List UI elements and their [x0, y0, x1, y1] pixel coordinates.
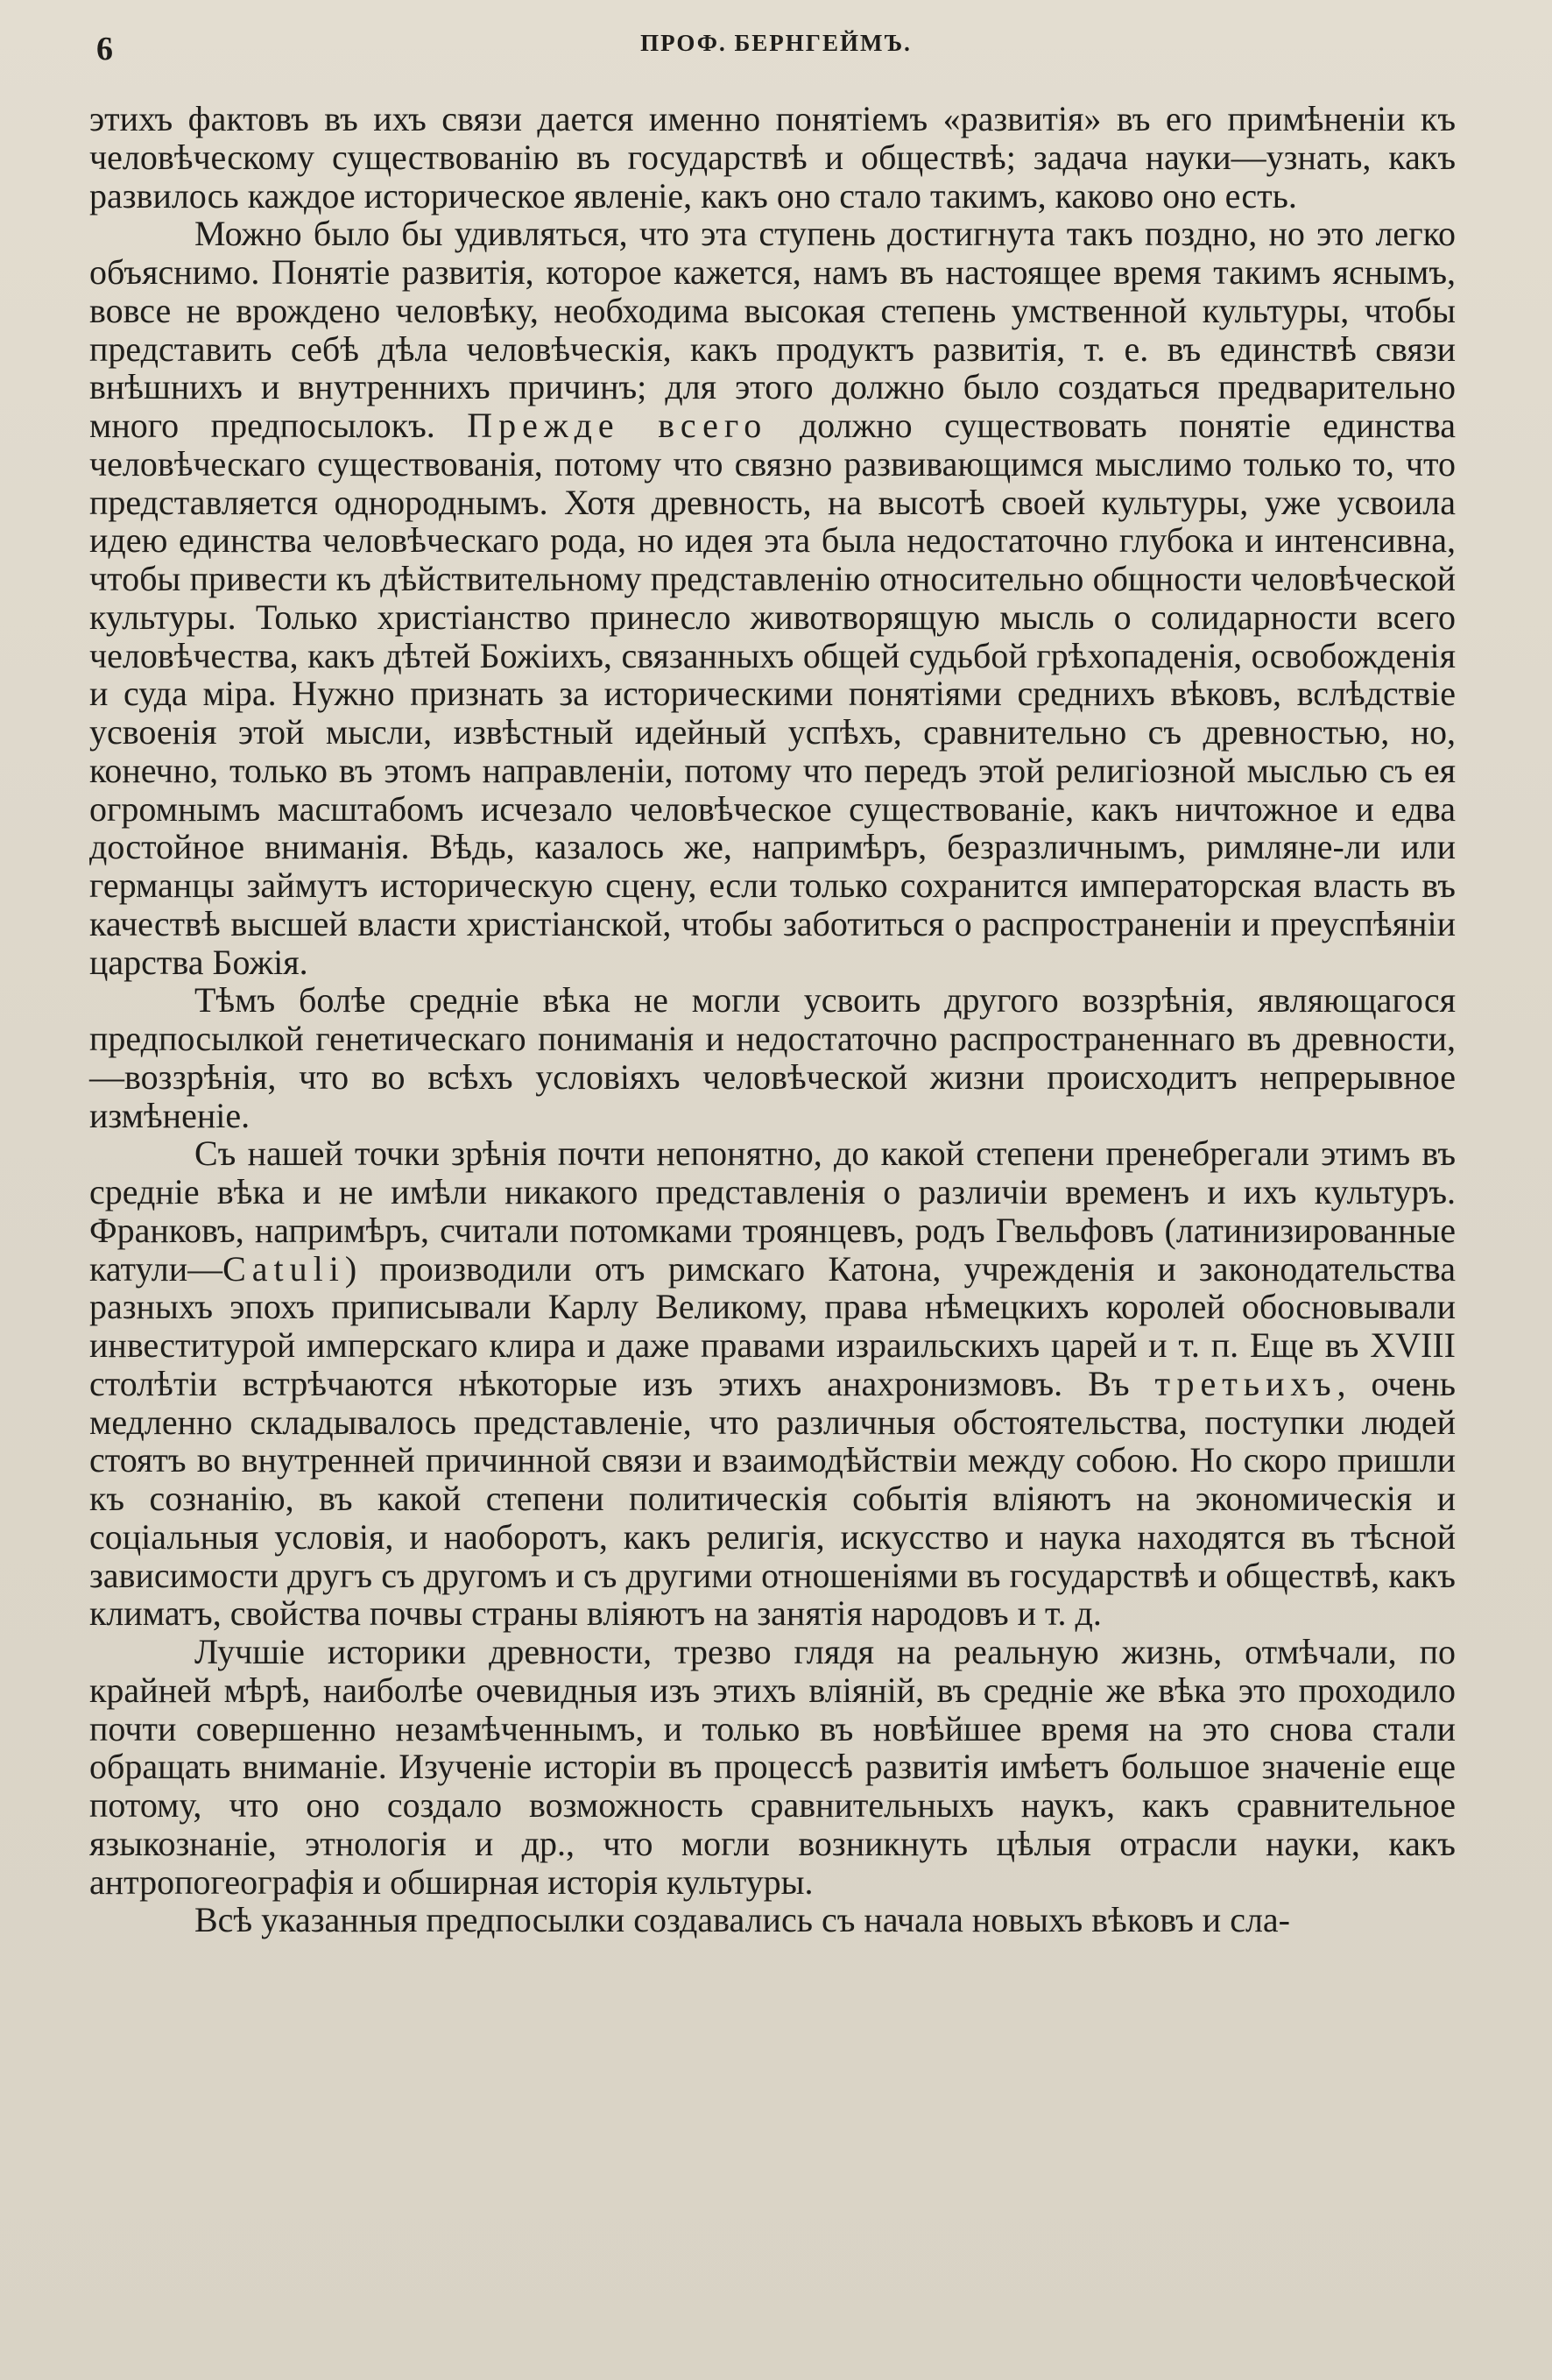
running-head: ПРОФ. БЕРНГЕЙМЪ.: [640, 30, 912, 56]
spaced-emphasis-tretyikh: третьихъ: [1154, 1363, 1337, 1403]
paragraph-4: [89, 1134, 1456, 1633]
paragraph-2-text-a: Можно было бы удивляться, что эта ступень достигнута такъ поздно, но это легко объяснимо. Понятіе развитія, которое кажется, намъ въ настоящее время такимъ яснымъ, вовсе не врождено человѣку, необходима высокая степень умственной культуры, чтобы представить себѣ дѣла человѣческія, какъ продуктъ развитія, т. е. въ единствѣ связи внѣшнихъ и внутреннихъ причинъ; для этого должно было создаться предварительно много предпосылокъ.: [89, 214, 1456, 445]
paragraph-6: [89, 1901, 1456, 1939]
paragraph-1: [89, 100, 1456, 215]
paragraph-3-text: Тѣмъ болѣе средніе вѣка не могли усвоить другого воззрѣнія, являющагося предпосылкой генетическаго пониманія и недостаточно распространеннаго въ древности,—воззрѣнія, что во всѣхъ условіяхъ человѣческой жизни происходитъ непрерывное измѣненіе.: [89, 980, 1456, 1135]
paragraph-4-text-c: , очень медленно складывалось представленіе, что различныя обстоятельства, поступки людей стоятъ во внутренней причинной связи и взаимодѣйствіи между собою. Но скоро пришли къ сознанію, въ какой степени политическія событія вліяютъ на экономическія и соціальныя условія, и наоборотъ, какъ религія, искусство и наука находятся въ тѣсной зависимости другъ съ другомъ и съ другими отношеніями въ государствѣ и обществѣ, какъ климатъ, свойства почвы страны вліяютъ на занятія народовъ и т. д.: [89, 1363, 1457, 1634]
paragraph-1-text: этихъ фактовъ въ ихъ связи дается именно понятіемъ «развитія» въ его примѣненіи къ человѣческому существованію въ государствѣ и обществѣ; задача науки—узнать, какъ развилось каждое историческое явленіе, какъ оно стало такимъ, каково оно есть.: [89, 99, 1456, 215]
spaced-latin-catuli: Catuli: [222, 1248, 345, 1289]
body-text: [89, 100, 1456, 1939]
paragraph-3: [89, 981, 1456, 1134]
paragraph-4-text-a: Съ нашей точки зрѣнія почти непонятно, до какой степени пренебрегали этимъ въ средніе вѣка и не имѣли никакого представленія о различіи временъ и ихъ культуръ. Франковъ, напримѣръ, считали потомками троянцевъ, родъ Гвельфовъ (латинизированные катули—: [89, 1134, 1456, 1289]
paragraph-2: [89, 215, 1456, 981]
paragraph-5-text: Лучшіе историки древности, трезво глядя на реальную жизнь, отмѣчали, по крайней мѣрѣ, наиболѣе очевидныя изъ этихъ вліяній, въ средніе же вѣка это проходило почти совершенно незамѣченнымъ, и только въ новѣйшее время на это снова стали обращать вниманіе. Изученіе исторіи въ процессѣ развитія имѣетъ большое значеніе еще потому, что оно создало возможность сравнительныхъ наукъ, какъ сравнительное языкознаніе, этнологія и др., что могли возникнуть цѣлыя отрасли науки, какъ антропогеографія и обширная исторія культуры.: [89, 1632, 1456, 1902]
spaced-emphasis-prezhde-vsego: Прежде всего: [467, 406, 768, 445]
paragraph-2-text-b: должно существовать понятіе единства человѣческаго существованія, потому что связно развивающимся мыслимо только то, что представляется однороднымъ. Хотя древность, на высотѣ своей культуры, уже усвоила идею единства человѣческаго рода, но идея эта была недостаточно глубока и интенсивна, чтобы привести къ дѣйствительному представленію относительно общности человѣческой культуры. Только христіанство принесло животворящую мысль о солидарности всего человѣчества, какъ дѣтей Божіихъ, связанныхъ общей судьбой грѣхопаденія, освобожденія и суда міра. Нужно признать за историческими понятіями среднихъ вѣковъ, вслѣдствіе усвоенія этой мысли, извѣстный идейный успѣхъ, сравнительно съ древностью, но, конечно, только въ этомъ направленіи, потому что передъ этой религіозной мыслью съ ея огромнымъ масштабомъ исчезало человѣческое существованіе, какъ ничтожное и едва достойное вниманія. Вѣдь, казалось же, напримѣръ, безразличнымъ, римляне-ли или германцы займутъ историческую сцену, если только сохранится императорская власть въ качествѣ высшей власти христіанской, чтобы заботиться о распространеніи и преуспѣяніи царства Божія.: [89, 406, 1456, 982]
page-header: [96, 30, 1456, 65]
paragraph-6-text: Всѣ указанныя предпосылки создавались съ начала новыхъ вѣковъ и сла-: [194, 1900, 1290, 1940]
paragraph-5: [89, 1633, 1456, 1901]
page-number: 6: [96, 31, 114, 67]
paragraph-4-text-b: ) производили отъ римскаго Катона, учрежденія и законодательства разныхъ эпохъ приписывали Карлу Великому, права нѣмецкихъ королей обосновывали инвеститурой имперскаго клира и даже правами израильскихъ царей и т. п. Еще въ XVIII столѣтіи встрѣчаются нѣкоторые изъ этихъ анахронизмовъ. Въ: [89, 1248, 1456, 1403]
